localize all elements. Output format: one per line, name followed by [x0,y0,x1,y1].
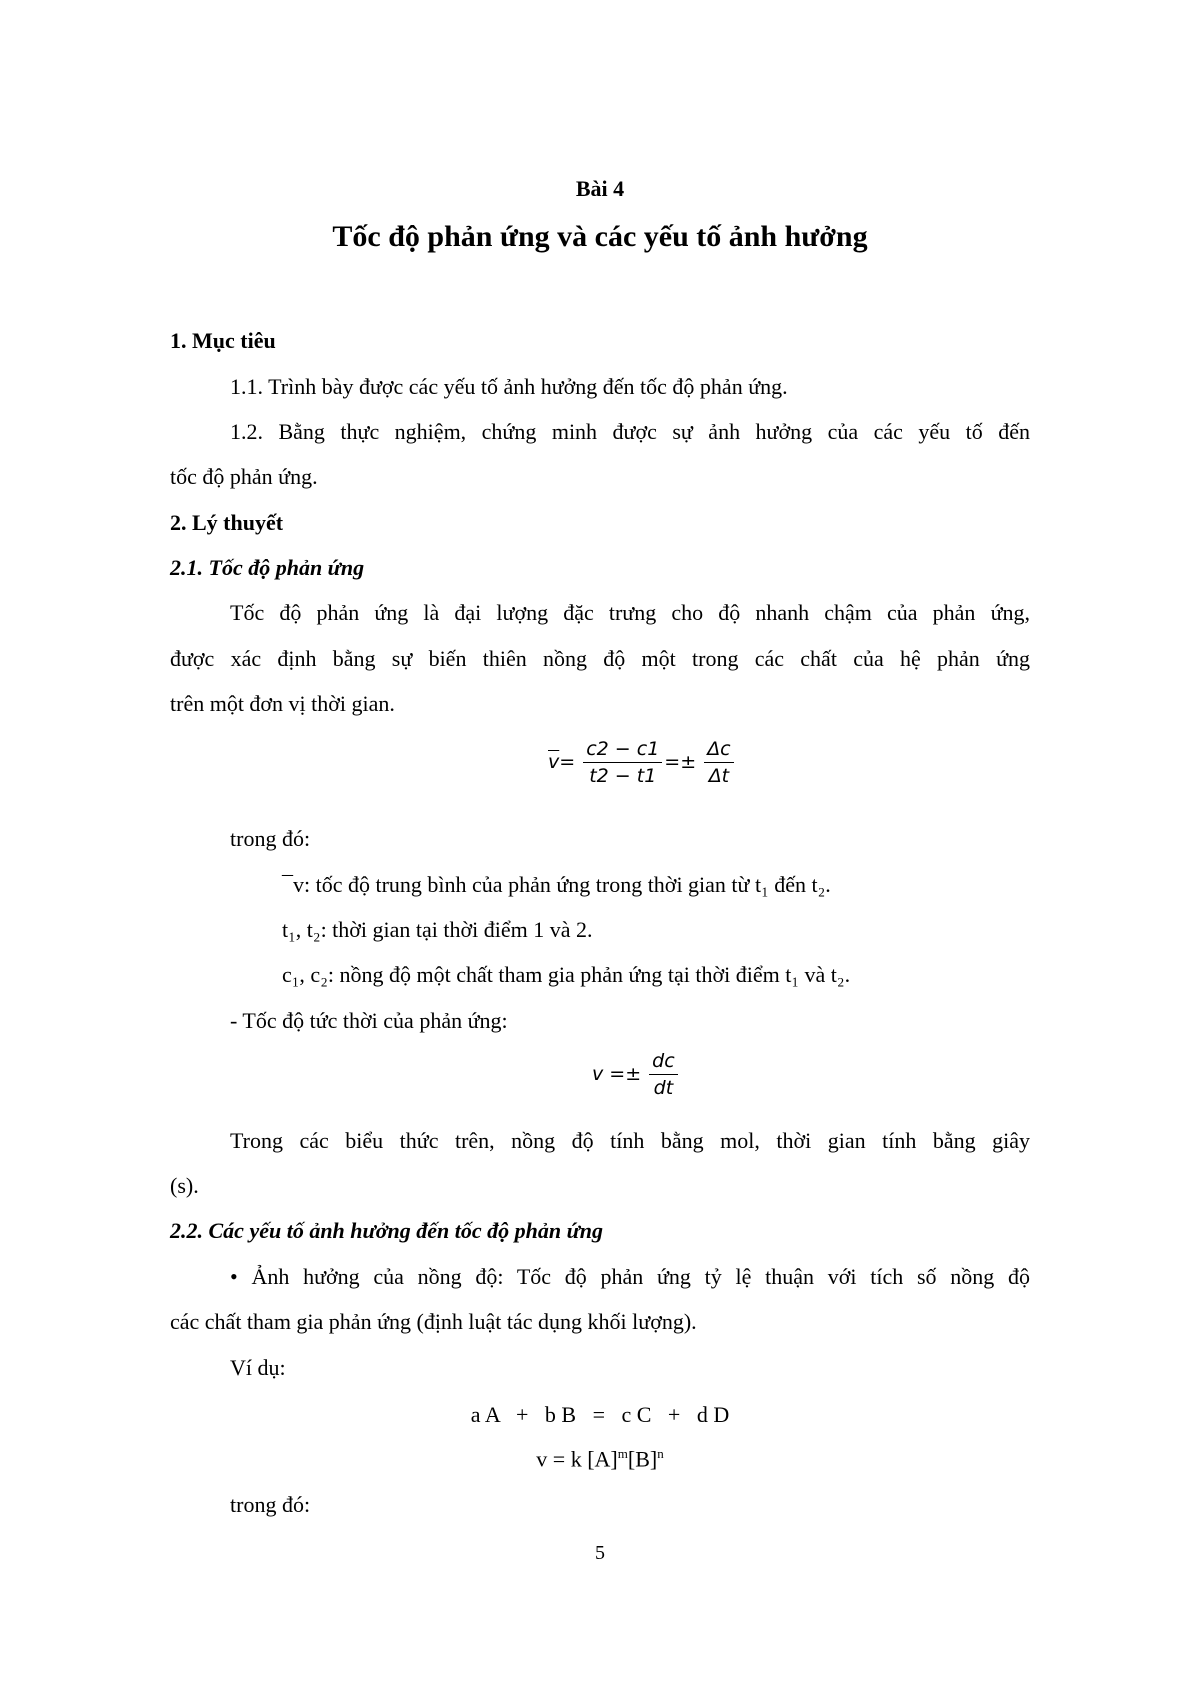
units-note-line2: (s). [170,1173,199,1198]
formula-fraction-1 [583,738,662,787]
example-label: Ví dụ: [230,1355,286,1380]
concentration-effect-line1: • Ảnh hưởng của nồng độ: Tốc độ phản ứng tỷ lệ thuận với tích số nồng độ [230,1264,1030,1289]
subsection-2-1-heading: 2.1. Tốc độ phản ứng [170,555,365,580]
formula-denominator-2: Δt [708,765,730,787]
where-label: trong đó: [230,826,311,851]
rate-law-exponent-n: n [657,1446,664,1461]
rate-law-exponent-m: m [617,1446,628,1461]
formula-lhs: $\overline{v}$ [548,751,560,773]
formula2-denominator: dt [653,1077,674,1099]
def-times: t₁, t₂: thời gian tại thời điểm 1 và 2. [282,917,593,942]
rate-law-base: v = k [A] [536,1446,618,1472]
def-average-rate: ¯v: tốc độ trung bình của phản ứng trong thời gian từ t₁ đến t₂. [282,872,831,897]
page-title: Tốc độ phản ứng và các yếu tố ảnh hưởng [332,220,868,253]
lesson-label: Bài 4 [575,176,625,201]
formula-numerator-1: c2 − c1 [583,738,662,763]
instant-rate-label: - Tốc độ tức thời của phản ứng: [230,1008,508,1033]
subsection-2-2-heading: 2.2. Các yếu tố ảnh hưởng đến tốc độ phản ứng [170,1218,604,1243]
def-concentrations: c₁, c₂: nồng độ một chất tham gia phản ứng tại thời điểm t₁ và t₂. [282,962,851,987]
definition-line3: trên một đơn vị thời gian. [170,691,395,716]
units-note-line1: Trong các biểu thức trên, nồng độ tính bằng mol, thời gian tính bằng giây [230,1128,1030,1153]
formula-fraction-2 [704,738,733,787]
objective-1-2-line2: tốc độ phản ứng. [170,464,318,489]
instant-rate-formula [592,1050,680,1099]
objective-1-1: 1.1. Trình bày được các yếu tố ảnh hưởng đến tốc độ phản ứng. [230,374,788,399]
formula2-fraction [649,1050,678,1099]
formula-denominator-1: t2 − t1 [589,765,657,787]
rate-law-b: [B] [627,1446,658,1472]
definition-line1: Tốc độ phản ứng là đại lượng đặc trưng cho độ nhanh chậm của phản ứng, [230,600,1030,625]
reaction-equation: a A + b B = c C + d D [470,1402,730,1427]
formula-numerator-2: Δc [704,738,733,763]
average-rate-formula [548,738,736,787]
section-1-heading: 1. Mục tiêu [170,328,276,353]
rate-law [0,1446,1200,1472]
page-number: 5 [595,1542,605,1564]
objective-1-2-line1: 1.2. Bằng thực nghiệm, chứng minh được sự ảnh hưởng của các yếu tố đến [230,419,1030,444]
where-label-2: trong đó: [230,1492,311,1517]
section-2-heading: 2. Lý thuyết [170,510,284,535]
formula2-numerator: dc [649,1050,678,1075]
formula-eq: = [559,751,576,773]
formula-pm: =± [664,751,697,773]
formula2-lhs: v =± [592,1063,642,1085]
concentration-effect-line2: các chất tham gia phản ứng (định luật tác dụng khối lượng). [170,1309,697,1334]
definition-line2: được xác định bằng sự biến thiên nồng độ một trong các chất của hệ phản ứng [170,646,1030,671]
